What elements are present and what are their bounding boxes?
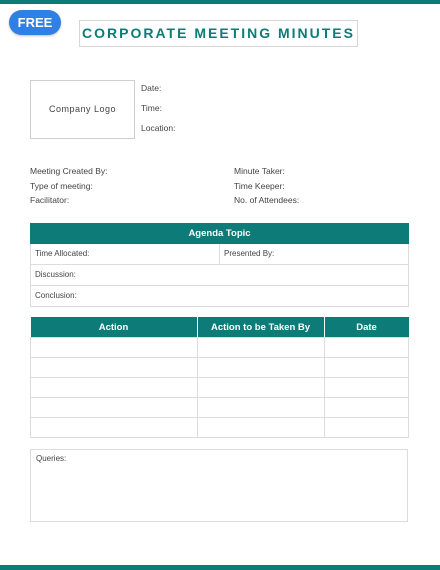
location-field: Location:	[141, 123, 176, 133]
table-cell	[31, 398, 198, 418]
column-header-taken-by: Action to be Taken By	[197, 317, 324, 338]
table-row	[31, 418, 409, 438]
agenda-row-conclusion	[30, 286, 409, 307]
table-cell	[31, 358, 198, 378]
table-cell	[324, 398, 409, 418]
agenda-row-time	[30, 244, 409, 265]
date-field: Date:	[141, 83, 162, 93]
queries-label: Queries:	[36, 454, 67, 463]
column-header-date: Date	[324, 317, 409, 338]
agenda-row-discussion	[30, 265, 409, 286]
table-row	[31, 358, 409, 378]
agenda-section	[30, 223, 409, 307]
meeting-type-field: Type of meeting:	[30, 181, 93, 191]
meeting-created-by-field: Meeting Created By:	[30, 166, 108, 176]
time-keeper-field: Time Keeper:	[234, 181, 285, 191]
time-allocated-cell: Time Allocated:	[31, 244, 220, 264]
table-cell	[197, 418, 324, 438]
free-badge[interactable]: FREE	[9, 10, 61, 35]
agenda-topic-header: Agenda Topic	[30, 223, 409, 244]
company-logo-placeholder: Company Logo	[30, 80, 135, 139]
table-row	[31, 398, 409, 418]
column-header-action: Action	[31, 317, 198, 338]
table-row	[31, 378, 409, 398]
queries-box	[30, 449, 408, 522]
table-cell	[324, 378, 409, 398]
top-accent-bar	[0, 0, 440, 4]
attendees-count-field: No. of Attendees:	[234, 195, 300, 205]
table-cell	[324, 338, 409, 358]
table-cell	[31, 378, 198, 398]
presented-by-cell: Presented By:	[224, 249, 275, 258]
document-title: CORPORATE MEETING MINUTES	[79, 20, 358, 47]
table-cell	[31, 418, 198, 438]
time-field: Time:	[141, 103, 162, 113]
table-cell	[197, 358, 324, 378]
action-table-header-row	[31, 317, 409, 338]
action-table	[30, 317, 409, 438]
conclusion-cell: Conclusion:	[35, 291, 77, 300]
bottom-accent-bar	[0, 565, 440, 570]
table-row	[31, 338, 409, 358]
minute-taker-field: Minute Taker:	[234, 166, 285, 176]
table-cell	[197, 398, 324, 418]
table-cell	[324, 358, 409, 378]
facilitator-field: Facilitator:	[30, 195, 70, 205]
table-cell	[197, 338, 324, 358]
table-cell	[31, 338, 198, 358]
table-cell	[197, 378, 324, 398]
discussion-cell: Discussion:	[35, 270, 76, 279]
table-cell	[324, 418, 409, 438]
